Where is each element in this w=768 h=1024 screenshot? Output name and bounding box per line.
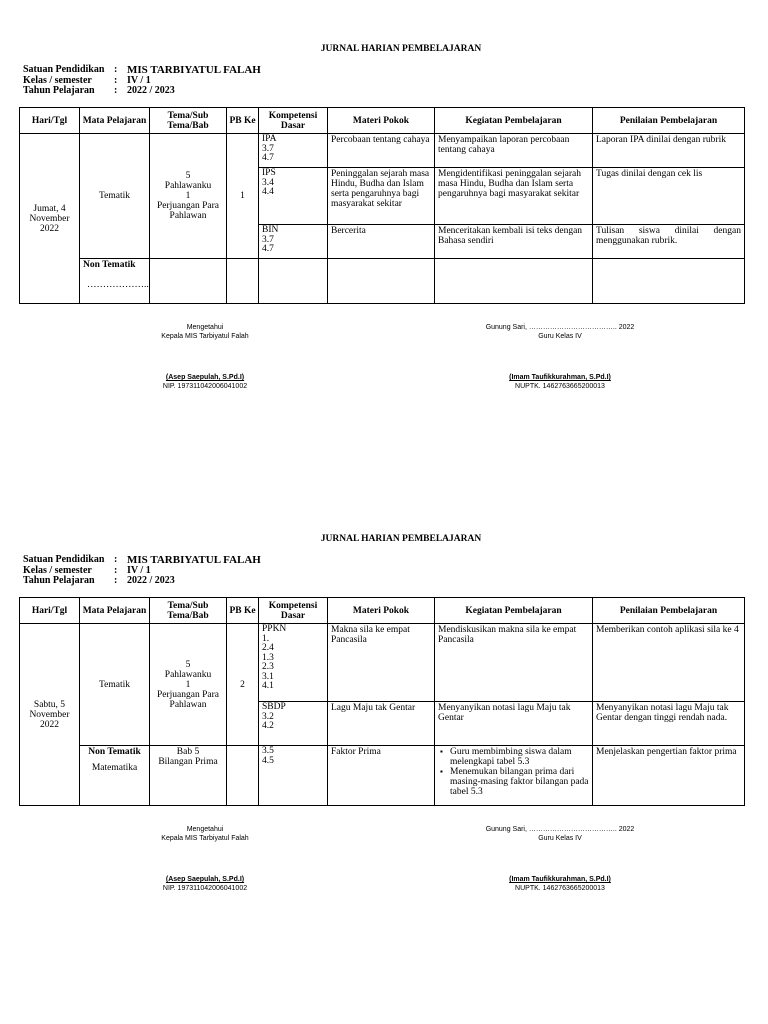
kd-line: 4.5 <box>262 755 274 766</box>
header-kd: Kompetensi Dasar <box>259 108 328 134</box>
headmaster-name: (Asep Saepulah, S.Pd.I) <box>165 374 245 381</box>
nt-tema-line: Bab 5 <box>176 747 200 757</box>
header-pb: PB Ke <box>227 598 259 624</box>
sig-line: Guru Kelas IV <box>538 333 582 340</box>
kd-line: 1.3 <box>262 652 274 663</box>
tahun-value: 2022 / 2023 <box>127 575 175 586</box>
penilaian-cell: Tulisan siswa dinilai dengan menggunakan rubrik. <box>593 225 745 259</box>
teacher-name: (Imam Taufikkurahman, S.Pd.I) <box>509 374 611 381</box>
tema-line: Perjuangan Para <box>157 689 219 700</box>
separator: : <box>114 74 118 86</box>
kd-cell <box>259 702 328 746</box>
signature-headmaster <box>130 323 280 391</box>
tema-cell <box>150 624 227 746</box>
header-pb: PB Ke <box>227 108 259 134</box>
tema-line: Perjuangan Para <box>157 201 219 211</box>
header-tema: Tema/Sub Tema/Bab <box>150 108 227 134</box>
nt-penilaian-cell: Menjelaskan pengertian faktor prima <box>593 746 745 806</box>
headmaster-name: (Asep Saepulah, S.Pd.I) <box>165 876 245 883</box>
empty-cell <box>227 259 259 304</box>
kegiatan-cell: Mengidentifikasi peninggalan sejarah masa Hindu, Budha dan Islam serta pengaruhnya bagi masyarakat sekitar <box>435 168 593 225</box>
kd-line: SBDP <box>262 702 286 712</box>
tema-line: Pahlawanku <box>164 181 212 191</box>
tema-cell <box>150 134 227 259</box>
penilaian-cell: Menyanyikan notasi lagu Maju tak Gentar dengan tinggi rendah nada. <box>593 702 745 746</box>
penilaian-cell: Tugas dinilai dengan cek lis <box>593 168 745 225</box>
tema-line: 5 <box>185 171 191 181</box>
hari-line: Jumat, 4 <box>33 203 66 214</box>
header-kd: Kompetensi Dasar <box>259 598 328 624</box>
kd-line: BIN <box>262 225 279 235</box>
journal-table <box>19 107 745 304</box>
sig-line: Gunung Sari, ……………………………….. 2022 <box>485 324 635 331</box>
header-materi: Materi Pokok <box>328 108 435 134</box>
satuan-value: MIS TARBIYATUL FALAH <box>127 64 261 76</box>
school-info <box>23 65 261 97</box>
kegiatan-cell: Menyanyikan notasi lagu Maju tak Gentar <box>435 702 593 746</box>
nt-tema-cell <box>150 746 227 806</box>
kegiatan-cell: Menceritakan kembali isi teks dengan Bahasa sendiri <box>435 225 593 259</box>
materi-cell: Lagu Maju tak Gentar <box>328 702 435 746</box>
hari-line: 2022 <box>40 719 59 730</box>
hari-cell <box>20 624 80 806</box>
kd-line: 3.4 <box>262 177 274 188</box>
empty-cell <box>227 746 259 806</box>
signature-headmaster <box>130 825 280 893</box>
empty-cell <box>328 259 435 304</box>
hari-line: Sabtu, 5 <box>33 699 66 710</box>
mapel-tematik: Tematik <box>80 624 150 746</box>
empty-cell <box>593 259 745 304</box>
sig-line: Guru Kelas IV <box>538 835 582 842</box>
tema-line: Pahlawanku <box>164 669 212 680</box>
header-mapel: Mata Pelajaran <box>80 108 150 134</box>
sig-line: Mengetahui <box>186 324 224 331</box>
sig-line: Kepala MIS Tarbiyatul Falah <box>161 333 249 340</box>
separator: : <box>114 564 118 576</box>
signature-teacher <box>460 825 660 893</box>
hari-line: 2022 <box>40 223 59 234</box>
header-kegiatan: Kegiatan Pembelajaran <box>435 108 593 134</box>
satuan-label: Satuan Pendidikan <box>23 64 105 75</box>
tahun-label: Tahun Pelajaran <box>23 575 95 586</box>
kd-line: 3.7 <box>262 234 274 245</box>
penilaian-cell: Laporan IPA dinilai dengan rubrik <box>593 134 745 168</box>
header-penilaian: Penilaian Pembelajaran <box>593 598 745 624</box>
hari-line: November <box>29 213 70 224</box>
non-tematik-cell <box>80 259 150 304</box>
separator: : <box>114 575 118 586</box>
sig-line: Gunung Sari, ……………………………….. 2022 <box>485 826 635 833</box>
header-hari: Hari/Tgl <box>20 108 80 134</box>
kd-line: 3.1 <box>262 671 274 682</box>
header-kegiatan: Kegiatan Pembelajaran <box>435 598 593 624</box>
list-item: ▪ Menemukan bilangan prima dari masing-masing faktor bilangan pada tabel 5.3 <box>450 767 589 797</box>
header-materi: Materi Pokok <box>328 598 435 624</box>
header-tema: Tema/Sub Tema/Bab <box>150 598 227 624</box>
header-mapel: Mata Pelajaran <box>80 598 150 624</box>
materi-cell: Bercerita <box>328 225 435 259</box>
nt-kegiatan-cell <box>435 746 593 806</box>
teacher-nuptk: NUPTK. 1462763665200013 <box>515 383 605 390</box>
pb-value: 2 <box>227 624 259 746</box>
kd-line: 2.4 <box>262 643 274 653</box>
materi-cell: Makna sila ke empat Pancasila <box>328 624 435 702</box>
materi-cell: Peninggalan sejarah masa Hindu, Budha dan Islam serta pengaruhnya bagi masyarakat sekitar <box>328 168 435 225</box>
sig-line: Mengetahui <box>186 826 224 833</box>
satuan-value: MIS TARBIYATUL FALAH <box>127 554 261 566</box>
kd-line: 4.4 <box>262 187 274 197</box>
kegiatan-list <box>438 747 589 797</box>
kd-line: 3.5 <box>262 746 274 756</box>
tema-line: 1 <box>185 679 191 690</box>
teacher-name: (Imam Taufikkurahman, S.Pd.I) <box>509 876 611 883</box>
nt-kd-cell <box>259 746 328 806</box>
journal-table <box>19 597 745 806</box>
hari-cell <box>20 134 80 304</box>
header-penilaian: Penilaian Pembelajaran <box>593 108 745 134</box>
nt-materi-cell: Faktor Prima <box>328 746 435 806</box>
kd-line: PPKN <box>262 624 287 634</box>
journal-title: JURNAL HARIAN PEMBELAJARAN <box>320 44 482 54</box>
non-tematik-dots: ……………….. <box>87 280 149 290</box>
nt-tema-line: Bilangan Prima <box>158 757 218 767</box>
journal-title: JURNAL HARIAN PEMBELAJARAN <box>320 534 482 544</box>
kelas-label: Kelas / semester <box>23 74 92 86</box>
kd-line: 4.7 <box>262 153 274 163</box>
pb-value: 1 <box>227 134 259 259</box>
kelas-value: IV / 1 <box>127 564 151 576</box>
kd-line: 4.2 <box>262 721 274 731</box>
kd-line: IPS <box>262 168 276 178</box>
tahun-value: 2022 / 2023 <box>127 85 175 96</box>
empty-cell <box>150 259 227 304</box>
kd-cell <box>259 624 328 702</box>
tema-line: Pahlawan <box>169 211 207 221</box>
list-item: ▪ Guru membimbing siswa dalam melengkapi tabel 5.3 <box>450 747 589 767</box>
kd-line: 3.7 <box>262 143 274 154</box>
kegiatan-cell: Mendiskusikan makna sila ke empat Pancasila <box>435 624 593 702</box>
signature-teacher <box>460 323 660 391</box>
kd-line: 4.7 <box>262 244 274 254</box>
non-tematik-label: Non Tematik <box>83 260 136 270</box>
kegiatan-cell: Menyampaikan laporan percobaan tentang cahaya <box>435 134 593 168</box>
mapel-tematik: Tematik <box>80 134 150 259</box>
tahun-label: Tahun Pelajaran <box>23 85 95 96</box>
kd-cell <box>259 168 328 225</box>
school-info <box>23 555 261 587</box>
separator: : <box>114 64 118 75</box>
satuan-label: Satuan Pendidikan <box>23 554 105 565</box>
kd-line: IPA <box>262 134 277 144</box>
kelas-label: Kelas / semester <box>23 564 92 576</box>
penilaian-cell: Memberikan contoh aplikasi sila ke 4 <box>593 624 745 702</box>
non-tematik-label: Non Tematik <box>88 747 141 757</box>
teacher-nuptk: NUPTK. 1462763665200013 <box>515 885 605 892</box>
materi-cell: Percobaan tentang cahaya <box>328 134 435 168</box>
non-tematik-cell <box>80 746 150 806</box>
kd-cell <box>259 134 328 168</box>
kd-line: 2.3 <box>262 662 274 672</box>
tema-line: Pahlawan <box>169 699 207 710</box>
kd-line: 1. <box>262 633 270 644</box>
empty-cell <box>435 259 593 304</box>
tema-line: 1 <box>185 191 191 201</box>
separator: : <box>114 85 118 96</box>
tema-line: 5 <box>185 659 191 670</box>
headmaster-nip: NIP. 197311042006041002 <box>162 885 248 892</box>
separator: : <box>114 554 118 565</box>
kd-line: 3.2 <box>262 711 274 722</box>
kd-cell <box>259 225 328 259</box>
non-tematik-mapel: Matematika <box>91 763 138 773</box>
hari-line: November <box>29 709 70 720</box>
kd-line: 4.1 <box>262 681 274 691</box>
kelas-value: IV / 1 <box>127 74 151 86</box>
header-hari: Hari/Tgl <box>20 598 80 624</box>
sig-line: Kepala MIS Tarbiyatul Falah <box>161 835 249 842</box>
empty-cell <box>259 259 328 304</box>
headmaster-nip: NIP. 197311042006041002 <box>162 383 248 390</box>
